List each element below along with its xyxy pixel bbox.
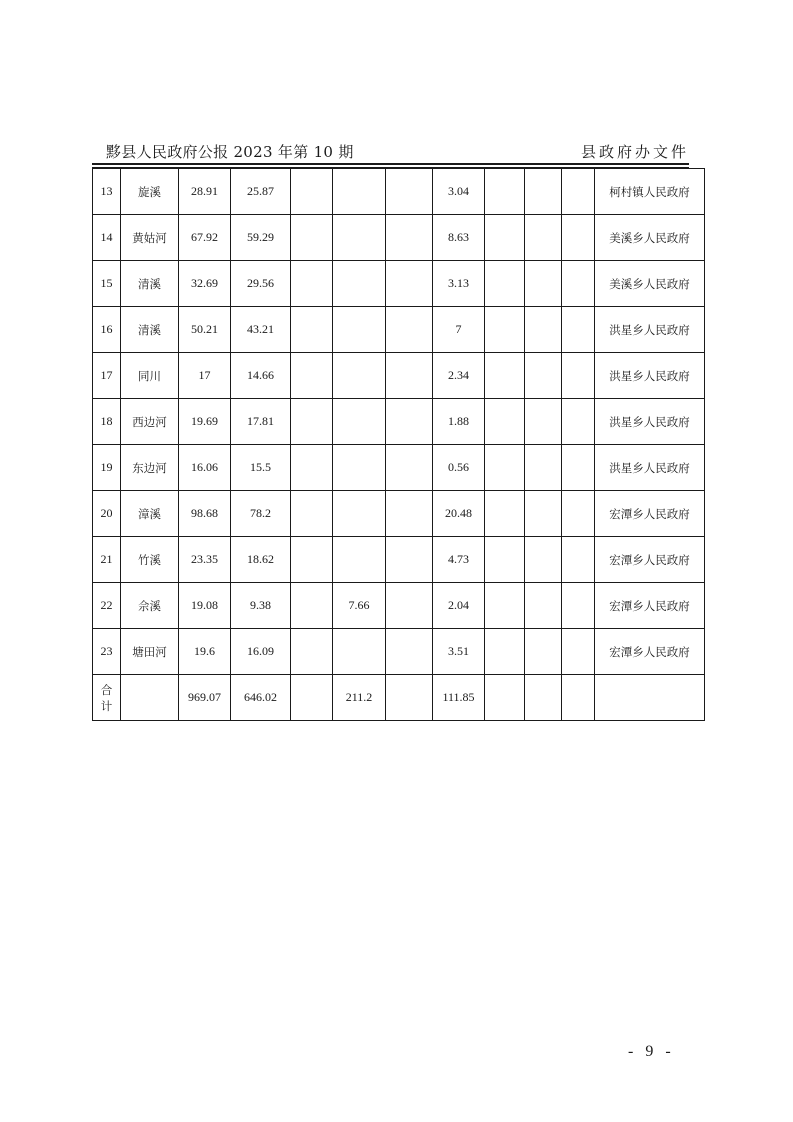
value-cell-c7 (485, 629, 525, 675)
value-cell-c2: 16.09 (231, 629, 291, 675)
total-value-cell-c9 (562, 675, 595, 721)
value-cell-c3 (291, 215, 333, 261)
row-number-cell: 17 (93, 353, 121, 399)
value-cell-c2: 17.81 (231, 399, 291, 445)
value-cell-c7 (485, 399, 525, 445)
value-cell-c1: 50.21 (179, 307, 231, 353)
value-cell-c8 (525, 445, 562, 491)
value-cell-c6: 4.73 (433, 537, 485, 583)
responsible-government-cell: 洪星乡人民政府 (595, 307, 705, 353)
bulletin-title: 黟县人民政府公报 2023 年第 10 期 (106, 143, 354, 161)
value-cell-c7 (485, 215, 525, 261)
river-data-table (92, 168, 705, 721)
total-row (93, 675, 705, 721)
value-cell-c5 (386, 169, 433, 215)
value-cell-c9 (562, 353, 595, 399)
river-name-cell: 西边河 (121, 399, 179, 445)
total-value-cell-c2: 646.02 (231, 675, 291, 721)
value-cell-c6: 8.63 (433, 215, 485, 261)
value-cell-c4 (333, 169, 386, 215)
table-row (93, 399, 705, 445)
value-cell-c6: 3.04 (433, 169, 485, 215)
value-cell-c9 (562, 261, 595, 307)
value-cell-c9 (562, 629, 595, 675)
value-cell-c1: 28.91 (179, 169, 231, 215)
total-value-cell-c8 (525, 675, 562, 721)
value-cell-c7 (485, 261, 525, 307)
value-cell-c3 (291, 399, 333, 445)
value-cell-c8 (525, 537, 562, 583)
value-cell-c1: 32.69 (179, 261, 231, 307)
total-value-cell-c6: 111.85 (433, 675, 485, 721)
responsible-government-cell: 美溪乡人民政府 (595, 215, 705, 261)
value-cell-c4 (333, 629, 386, 675)
value-cell-c7 (485, 537, 525, 583)
value-cell-c9 (562, 169, 595, 215)
value-cell-c5 (386, 445, 433, 491)
river-name-cell: 黄姑河 (121, 215, 179, 261)
value-cell-c8 (525, 583, 562, 629)
value-cell-c2: 25.87 (231, 169, 291, 215)
row-number-cell: 21 (93, 537, 121, 583)
value-cell-c5 (386, 491, 433, 537)
value-cell-c8 (525, 399, 562, 445)
responsible-government-cell: 宏潭乡人民政府 (595, 629, 705, 675)
value-cell-c3 (291, 537, 333, 583)
value-cell-c9 (562, 307, 595, 353)
responsible-government-cell: 美溪乡人民政府 (595, 261, 705, 307)
value-cell-c6: 7 (433, 307, 485, 353)
value-cell-c4 (333, 491, 386, 537)
value-cell-c5 (386, 583, 433, 629)
value-cell-c5 (386, 399, 433, 445)
value-cell-c5 (386, 261, 433, 307)
table-row (93, 353, 705, 399)
value-cell-c9 (562, 445, 595, 491)
river-name-cell: 清溪 (121, 307, 179, 353)
value-cell-c4 (333, 537, 386, 583)
river-name-cell: 清溪 (121, 261, 179, 307)
value-cell-c6: 1.88 (433, 399, 485, 445)
river-name-cell: 同川 (121, 353, 179, 399)
value-cell-c6: 2.34 (433, 353, 485, 399)
table-row (93, 445, 705, 491)
table-row (93, 583, 705, 629)
value-cell-c8 (525, 261, 562, 307)
value-cell-c4: 7.66 (333, 583, 386, 629)
value-cell-c7 (485, 307, 525, 353)
row-number-cell: 13 (93, 169, 121, 215)
row-number-cell: 22 (93, 583, 121, 629)
value-cell-c2: 29.56 (231, 261, 291, 307)
responsible-government-cell: 洪星乡人民政府 (595, 353, 705, 399)
row-number-cell: 23 (93, 629, 121, 675)
value-cell-c2: 14.66 (231, 353, 291, 399)
value-cell-c4 (333, 399, 386, 445)
value-cell-c2: 9.38 (231, 583, 291, 629)
value-cell-c8 (525, 491, 562, 537)
table-row (93, 261, 705, 307)
responsible-government-cell: 宏潭乡人民政府 (595, 583, 705, 629)
river-name-cell: 佘溪 (121, 583, 179, 629)
page-number: - 9 - (628, 1043, 675, 1060)
river-name-cell: 竹溪 (121, 537, 179, 583)
responsible-government-cell: 宏潭乡人民政府 (595, 491, 705, 537)
responsible-government-cell: 洪星乡人民政府 (595, 445, 705, 491)
value-cell-c7 (485, 169, 525, 215)
value-cell-c3 (291, 445, 333, 491)
row-number-cell: 14 (93, 215, 121, 261)
value-cell-c7 (485, 491, 525, 537)
value-cell-c3 (291, 583, 333, 629)
value-cell-c1: 23.35 (179, 537, 231, 583)
value-cell-c2: 59.29 (231, 215, 291, 261)
value-cell-c2: 43.21 (231, 307, 291, 353)
value-cell-c1: 67.92 (179, 215, 231, 261)
value-cell-c8 (525, 307, 562, 353)
value-cell-c4 (333, 307, 386, 353)
value-cell-c8 (525, 215, 562, 261)
value-cell-c5 (386, 215, 433, 261)
river-name-cell: 旋溪 (121, 169, 179, 215)
value-cell-c5 (386, 537, 433, 583)
total-value-cell-c4: 211.2 (333, 675, 386, 721)
row-number-cell: 16 (93, 307, 121, 353)
value-cell-c9 (562, 537, 595, 583)
value-cell-c2: 78.2 (231, 491, 291, 537)
table-row (93, 215, 705, 261)
total-value-cell-c7 (485, 675, 525, 721)
value-cell-c4 (333, 261, 386, 307)
value-cell-c7 (485, 445, 525, 491)
total-label-cell (93, 675, 121, 721)
value-cell-c2: 18.62 (231, 537, 291, 583)
table-row (93, 629, 705, 675)
value-cell-c6: 3.51 (433, 629, 485, 675)
value-cell-c1: 16.06 (179, 445, 231, 491)
table-row (93, 537, 705, 583)
table-row (93, 169, 705, 215)
responsible-government-cell: 宏潭乡人民政府 (595, 537, 705, 583)
value-cell-c3 (291, 307, 333, 353)
value-cell-c5 (386, 307, 433, 353)
value-cell-c1: 19.69 (179, 399, 231, 445)
value-cell-c2: 15.5 (231, 445, 291, 491)
responsible-government-cell: 洪星乡人民政府 (595, 399, 705, 445)
row-number-cell: 20 (93, 491, 121, 537)
total-label-bottom: 计 (100, 698, 113, 713)
value-cell-c9 (562, 215, 595, 261)
value-cell-c9 (562, 583, 595, 629)
value-cell-c8 (525, 629, 562, 675)
value-cell-c5 (386, 353, 433, 399)
value-cell-c7 (485, 353, 525, 399)
total-value-cell-c5 (386, 675, 433, 721)
value-cell-c1: 98.68 (179, 491, 231, 537)
value-cell-c1: 17 (179, 353, 231, 399)
value-cell-c6: 0.56 (433, 445, 485, 491)
value-cell-c3 (291, 491, 333, 537)
value-cell-c1: 19.08 (179, 583, 231, 629)
river-name-cell: 塘田河 (121, 629, 179, 675)
value-cell-c9 (562, 399, 595, 445)
total-value-cell-name (121, 675, 179, 721)
total-value-cell-c1: 969.07 (179, 675, 231, 721)
value-cell-c4 (333, 353, 386, 399)
total-government-cell (595, 675, 705, 721)
value-cell-c8 (525, 169, 562, 215)
value-cell-c6: 3.13 (433, 261, 485, 307)
value-cell-c9 (562, 491, 595, 537)
value-cell-c6: 20.48 (433, 491, 485, 537)
river-name-cell: 漳溪 (121, 491, 179, 537)
table-row (93, 491, 705, 537)
value-cell-c1: 19.6 (179, 629, 231, 675)
total-label-top: 合 (100, 682, 113, 697)
header-rule-thick (92, 163, 689, 165)
value-cell-c6: 2.04 (433, 583, 485, 629)
value-cell-c3 (291, 629, 333, 675)
value-cell-c4 (333, 445, 386, 491)
table-body (93, 169, 705, 721)
document-category: 县政府办文件 (580, 143, 689, 161)
row-number-cell: 15 (93, 261, 121, 307)
row-number-cell: 18 (93, 399, 121, 445)
value-cell-c7 (485, 583, 525, 629)
row-number-cell: 19 (93, 445, 121, 491)
responsible-government-cell: 柯村镇人民政府 (595, 169, 705, 215)
table-row (93, 307, 705, 353)
river-name-cell: 东边河 (121, 445, 179, 491)
value-cell-c3 (291, 353, 333, 399)
value-cell-c3 (291, 261, 333, 307)
value-cell-c5 (386, 629, 433, 675)
total-value-cell-c3 (291, 675, 333, 721)
value-cell-c3 (291, 169, 333, 215)
value-cell-c8 (525, 353, 562, 399)
value-cell-c4 (333, 215, 386, 261)
